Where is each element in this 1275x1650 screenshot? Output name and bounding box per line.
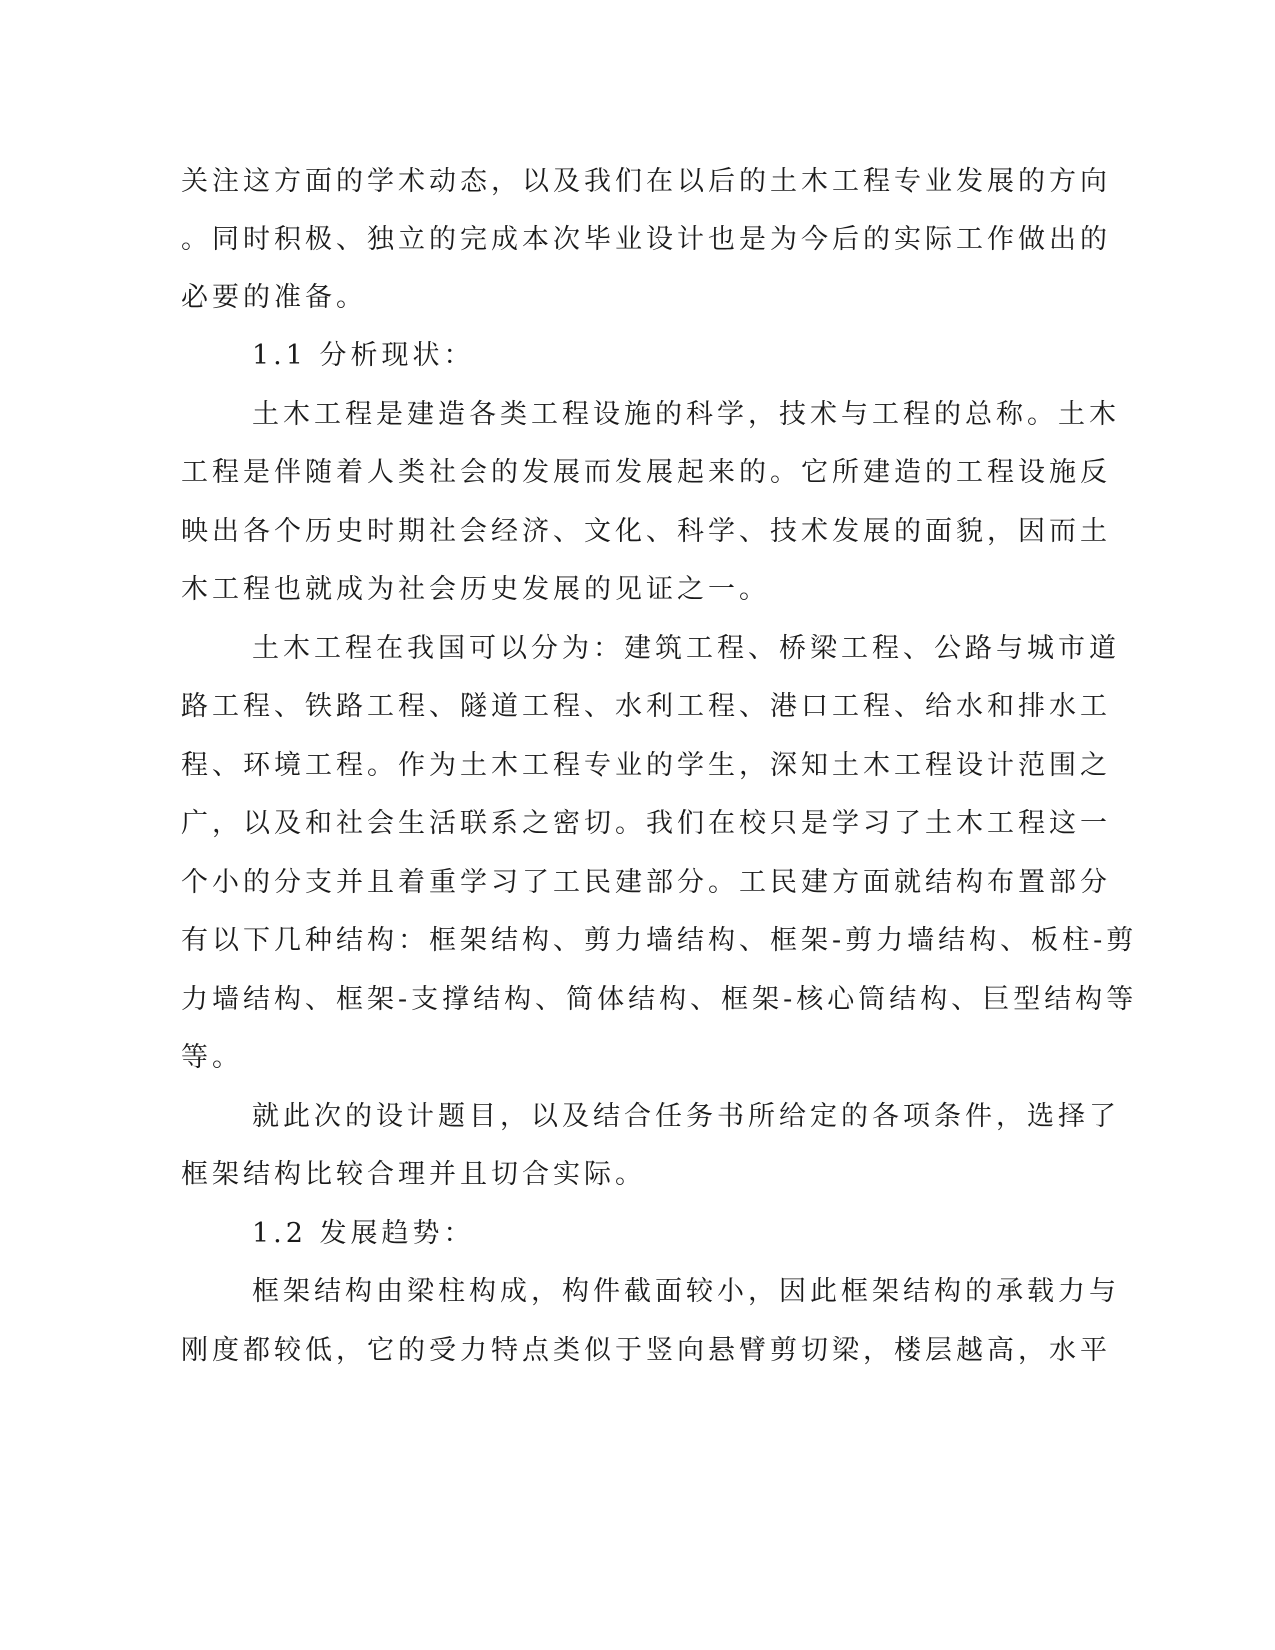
- body-text-line: 路工程、铁路工程、隧道工程、水利工程、港口工程、给水和排水工: [181, 691, 1111, 722]
- body-text-line: 广，以及和社会生活联系之密切。我们在校只是学习了土木工程这一: [181, 808, 1111, 839]
- section-heading-1-2: 1.2 发展趋势：: [252, 1218, 475, 1249]
- body-text-line: 力墙结构、框架-支撑结构、简体结构、框架-核心筒结构、巨型结构等: [181, 984, 1138, 1015]
- body-text-line: 框架结构比较合理并且切合实际。: [181, 1159, 646, 1190]
- body-text-line: 有以下几种结构：框架结构、剪力墙结构、框架-剪力墙结构、板柱-剪: [181, 925, 1138, 956]
- body-text-line: 刚度都较低，它的受力特点类似于竖向悬臂剪切梁，楼层越高，水平: [181, 1335, 1111, 1366]
- section-heading-1-1: 1.1 分析现状：: [252, 340, 475, 371]
- body-text-line: 程、环境工程。作为土木工程专业的学生，深知土木工程设计范围之: [181, 750, 1111, 781]
- body-text-line: 土木工程在我国可以分为：建筑工程、桥梁工程、公路与城市道: [252, 633, 1120, 664]
- body-text-line: 就此次的设计题目，以及结合任务书所给定的各项条件，选择了: [252, 1101, 1120, 1132]
- body-text-line: 必要的准备。: [181, 282, 367, 313]
- body-text-line: 个小的分支并且着重学习了工民建部分。工民建方面就结构布置部分: [181, 867, 1111, 898]
- body-text-line: 土木工程是建造各类工程设施的科学，技术与工程的总称。土木: [252, 399, 1120, 430]
- body-text-line: 。同时积极、独立的完成本次毕业设计也是为今后的实际工作做出的: [181, 224, 1111, 255]
- body-text-line: 木工程也就成为社会历史发展的见证之一。: [181, 574, 770, 605]
- body-text-line: 关注这方面的学术动态，以及我们在以后的土木工程专业发展的方向: [181, 166, 1111, 197]
- body-text-line: 等。: [181, 1042, 243, 1073]
- body-text-line: 框架结构由梁柱构成，构件截面较小，因此框架结构的承载力与: [252, 1276, 1120, 1307]
- body-text-line: 映出各个历史时期社会经济、文化、科学、技术发展的面貌，因而土: [181, 516, 1111, 547]
- body-text-line: 工程是伴随着人类社会的发展而发展起来的。它所建造的工程设施反: [181, 457, 1111, 488]
